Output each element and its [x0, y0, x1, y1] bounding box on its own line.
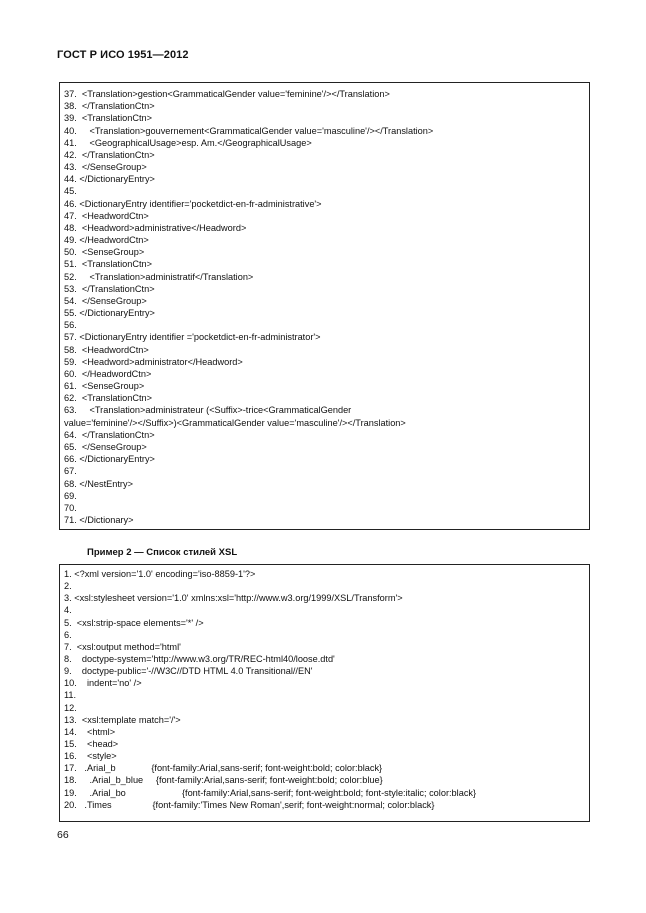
- code-line: 17. .Arial_b {font-family:Arial,sans-serif; font-weight:bold; color:black}: [64, 763, 383, 774]
- code-line: 67.: [64, 466, 77, 477]
- code-line: 5. <xsl:strip-space elements='*' />: [64, 617, 204, 628]
- code-line: 39. <TranslationCtn>: [64, 113, 153, 124]
- code-line: 7. <xsl:output method='html': [64, 641, 181, 652]
- code-line: 18. .Arial_b_blue {font-family:Arial,sans-serif; font-weight:bold; color:blue}: [64, 775, 383, 786]
- code-line: 45.: [64, 186, 77, 197]
- code-line: 69.: [64, 490, 77, 501]
- code-line: 49. </HeadwordCtn>: [64, 235, 149, 246]
- code-line: 6.: [64, 629, 72, 640]
- document-header: ГОСТ Р ИСО 1951—2012: [57, 49, 189, 61]
- code-line: 60. </HeadwordCtn>: [64, 368, 152, 379]
- code-line: 15. <head>: [64, 738, 119, 749]
- code-listing-xsl: [59, 564, 590, 822]
- code-line: 47. <HeadwordCtn>: [64, 210, 149, 221]
- code-line: 16. <style>: [64, 751, 117, 762]
- code-line: 43. </SenseGroup>: [64, 162, 147, 173]
- code-line: 51. <TranslationCtn>: [64, 259, 153, 270]
- code-line: 46. <DictionaryEntry identifier='pocketdict-en-fr-administrative'>: [64, 198, 322, 209]
- code-line: 8. doctype-system='http://www.w3.org/TR/REC-html40/loose.dtd': [64, 653, 335, 664]
- code-line: 14. <html>: [64, 726, 116, 737]
- code-line: 55. </DictionaryEntry>: [64, 308, 155, 319]
- code-line: 20. .Times {font-family:'Times New Roman',serif; font-weight:normal; color:black}: [64, 799, 435, 810]
- page-number: 66: [57, 829, 69, 841]
- code-line: 10. indent='no' />: [64, 678, 142, 689]
- code-line: 2.: [64, 581, 72, 592]
- code-line: 44. </DictionaryEntry>: [64, 174, 155, 185]
- code-line: 66. </DictionaryEntry>: [64, 454, 155, 465]
- code-line: 41. <GeographicalUsage>esp. Am.</GeographicalUsage>: [64, 137, 312, 148]
- code-line: 54. </SenseGroup>: [64, 295, 147, 306]
- code-line: 70.: [64, 502, 77, 513]
- code-line: 40. <Translation>gouvernement<GrammaticalGender value='masculine'/></Translation>: [64, 125, 434, 136]
- code-line: 58. <HeadwordCtn>: [64, 344, 149, 355]
- code-line: 48. <Headword>administrative</Headword>: [64, 222, 247, 233]
- code-line: 59. <Headword>administrator</Headword>: [64, 356, 243, 367]
- code-line: 13. <xsl:template match='/'>: [64, 714, 181, 725]
- code-line: 37. <Translation>gestion<GrammaticalGender value='feminine'/></Translation>: [64, 89, 390, 99]
- code-line: 12.: [64, 702, 77, 713]
- code-line: 19. .Arial_bo {font-family:Arial,sans-serif; font-weight:bold; font-style:italic; color:black}: [64, 787, 477, 798]
- code-line: 1. <?xml version='1.0' encoding='iso-8859-1'?>: [64, 569, 256, 579]
- example-caption: Пример 2 — Список стилей XSL: [87, 547, 238, 558]
- code-line: 9. doctype-public='-//W3C//DTD HTML 4.0 Transitional//EN': [64, 666, 313, 677]
- code-line: 57. <DictionaryEntry identifier ='pocketdict-en-fr-administrator'>: [64, 332, 321, 343]
- code-line: 56.: [64, 320, 77, 331]
- code-line: 53. </TranslationCtn>: [64, 283, 155, 294]
- code-line: 65. </SenseGroup>: [64, 441, 147, 452]
- code-line: 71. </Dictionary>: [64, 515, 134, 526]
- code-line: 42. </TranslationCtn>: [64, 149, 155, 160]
- code-line: 62. <TranslationCtn>: [64, 393, 153, 404]
- code-line: 63. <Translation>administrateur (<Suffix>-trice<GrammaticalGender: [64, 405, 352, 416]
- code-line: 52. <Translation>administratif</Translation>: [64, 271, 254, 282]
- code-line: 50. <SenseGroup>: [64, 247, 145, 258]
- code-listing-dictionary: [59, 82, 590, 530]
- code-line: value='feminine'/></Suffix>)<GrammaticalGender value='masculine'/></Translation>: [64, 417, 406, 428]
- code-line: 68. </NestEntry>: [64, 478, 133, 489]
- code-line: 4.: [64, 605, 72, 616]
- code-line: 64. </TranslationCtn>: [64, 429, 155, 440]
- code-line: 61. <SenseGroup>: [64, 381, 145, 392]
- code-line: 38. </TranslationCtn>: [64, 101, 155, 112]
- code-line: 11.: [64, 690, 77, 701]
- code-line: 3. <xsl:stylesheet version='1.0' xmlns:xsl='http://www.w3.org/1999/XSL/Transform'>: [64, 593, 403, 604]
